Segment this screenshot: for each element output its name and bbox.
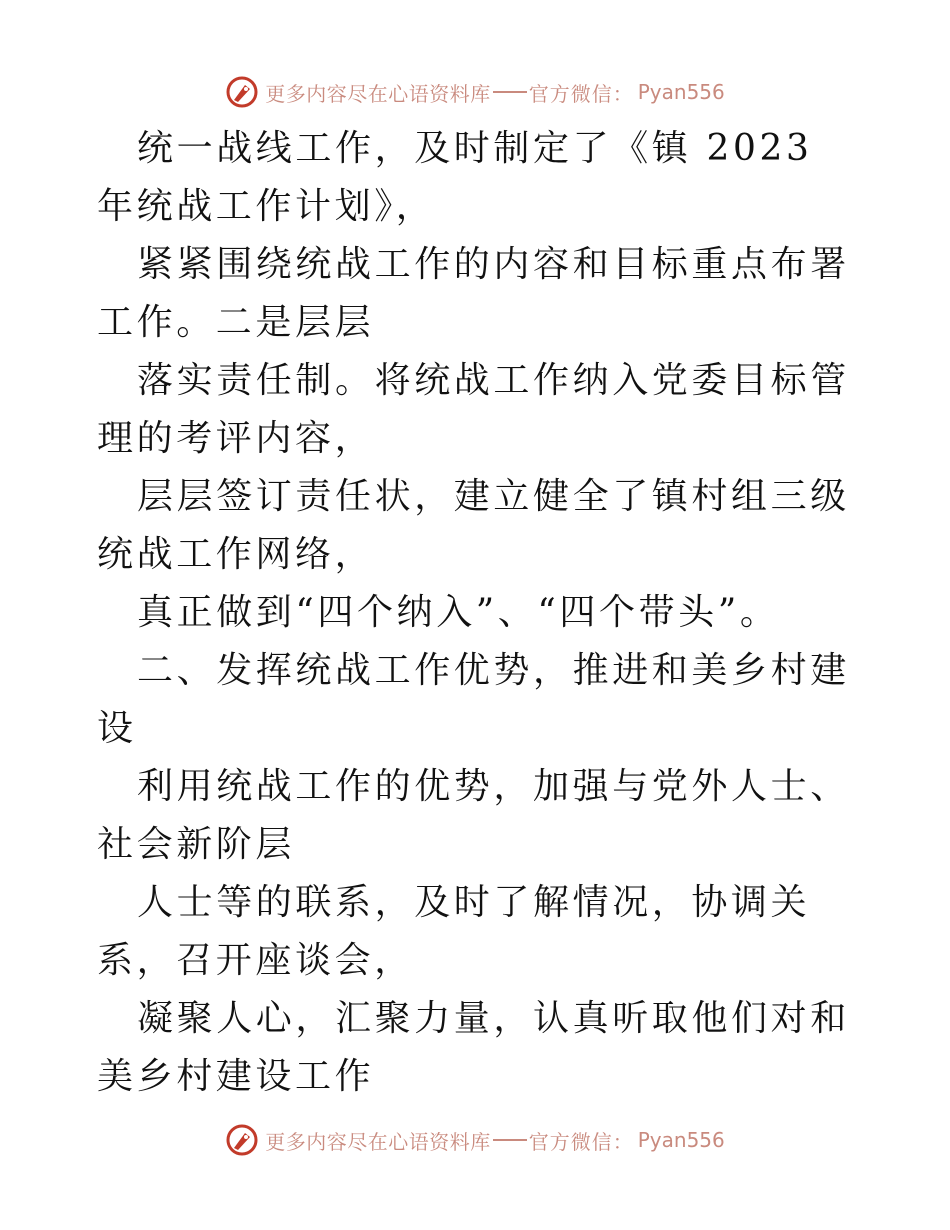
watermark-wechat-id: Pyan556: [637, 1128, 725, 1152]
paragraph: 层层签订责任状，建立健全了镇村组三级统战工作网络，: [97, 476, 850, 575]
document-body: [97, 120, 857, 1106]
watermark-dash: [493, 91, 527, 93]
pen-nib-circle-icon: [225, 1123, 259, 1157]
watermark-main-text: 更多内容尽在心语资料库: [265, 1129, 491, 1154]
watermark-sub-text: 官方微信：: [528, 1129, 634, 1154]
paragraph: 紧紧围绕统战工作的内容和目标重点布署工作。二是层层: [97, 244, 850, 343]
pen-nib-circle-icon: [225, 75, 259, 109]
paragraph: 真正做到“四个纳入”、“四个带头”。: [137, 592, 780, 633]
paragraph: 人士等的联系，及时了解情况，协调关系，召开座谈会，: [97, 882, 811, 981]
footer-watermark: [0, 1120, 950, 1160]
watermark-sub-text: 官方微信：: [528, 81, 634, 106]
watermark-dash: [493, 1139, 527, 1141]
watermark-wechat-id: Pyan556: [637, 80, 725, 104]
watermark-main-text: 更多内容尽在心语资料库: [265, 81, 491, 106]
section-heading: 二、发挥统战工作优势，推进和美乡村建设: [97, 650, 850, 749]
paragraph: 利用统战工作的优势，加强与党外人士、社会新阶层: [97, 766, 850, 865]
header-watermark: [0, 72, 950, 112]
paragraph: 凝聚人心，汇聚力量，认真听取他们对和美乡村建设工作: [97, 998, 850, 1097]
paragraph: 落实责任制。将统战工作纳入党委目标管理的考评内容，: [97, 360, 850, 459]
paragraph: 统一战线工作，及时制定了《镇 2023 年统战工作计划》，: [97, 128, 813, 227]
